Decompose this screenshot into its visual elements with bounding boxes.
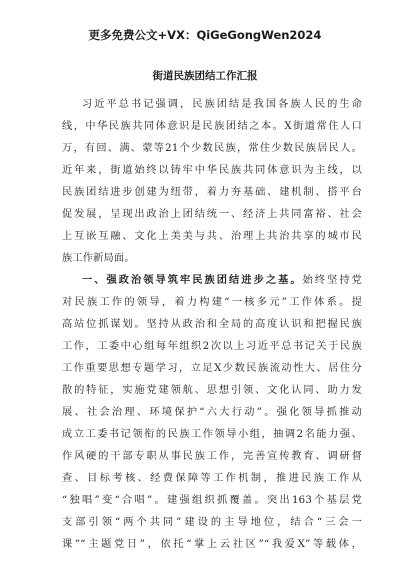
section-line: 高站位抓谋划。坚持从政治和全局的高度认识和把握民族 xyxy=(62,319,362,330)
section-line: 对民族工作的领导，着力构建“一核多元”工作体系。提 xyxy=(62,297,362,308)
section-line: 成立工委书记领衔的民族工作领导小组，抽调2名能力强、 xyxy=(62,429,362,440)
section-line: 工作重要思想专题学习，立足X少数民族流动性大、居住分 xyxy=(62,363,362,374)
section-line: 工作，工委中心组每年组织2次以上习近平总书记关于民族 xyxy=(62,341,362,352)
section-line: 课”“主题党日”，依托“掌上云社区”“我爱X”等载体， xyxy=(62,539,362,550)
paragraph-line: 线，中华民族共同体意识是民族团结之本。X街道常住人口 xyxy=(62,121,362,132)
section-line: 展、社会治理、环境保护“六大行动”。强化领导抓推动 xyxy=(62,407,362,418)
section-heading: 一、强政治领导筑牢民族团结进步之基。 xyxy=(82,275,303,286)
paragraph-line: 万，有回、满、蒙等21个少数民族，常住少数民族居民人。 xyxy=(62,143,362,154)
paragraph-line: 近年来，街道始终以铸牢中华民族共同体意识为主线，以 xyxy=(62,165,362,176)
section-heading-rest: 始终坚持党 xyxy=(302,275,362,286)
section-line: 查、目标考核、经费保障等工作机制，推进民族工作从 xyxy=(62,473,362,484)
paragraph-line: 族工作新局面。 xyxy=(62,253,135,264)
paragraph-line: 民族团结进步创建为纽带，着力夯基础、建机制、搭平台 xyxy=(62,187,362,198)
paragraph-line: 上互嵌互融、文化上美美与共、治理上共治共享的城市民 xyxy=(62,231,362,242)
promo-header: 更多免费公文+VX：QiGeGongWen2024 xyxy=(88,28,322,42)
section-line: 作风硬的干部专职从事民族工作，完善宣传教育、调研督 xyxy=(62,451,362,462)
section-line: 支部引领“两个共同”建设的主导地位，结合“三会一 xyxy=(62,517,362,528)
paragraph-line: 习近平总书记强调，民族团结是我国各族人民的生命 xyxy=(82,99,362,110)
section-line: “独唱”变“合唱”。建强组织抓覆盖。突出163个基层党 xyxy=(62,495,362,506)
section-heading-line xyxy=(82,274,362,288)
paragraph-line: 促发展，呈现出政治上团结统一、经济上共同富裕、社会 xyxy=(62,209,362,220)
document-title: 街道民族团结工作汇报 xyxy=(152,70,258,82)
section-line: 散的特征，实施党建领航、思想引领、文化认同、助力发 xyxy=(62,385,362,396)
